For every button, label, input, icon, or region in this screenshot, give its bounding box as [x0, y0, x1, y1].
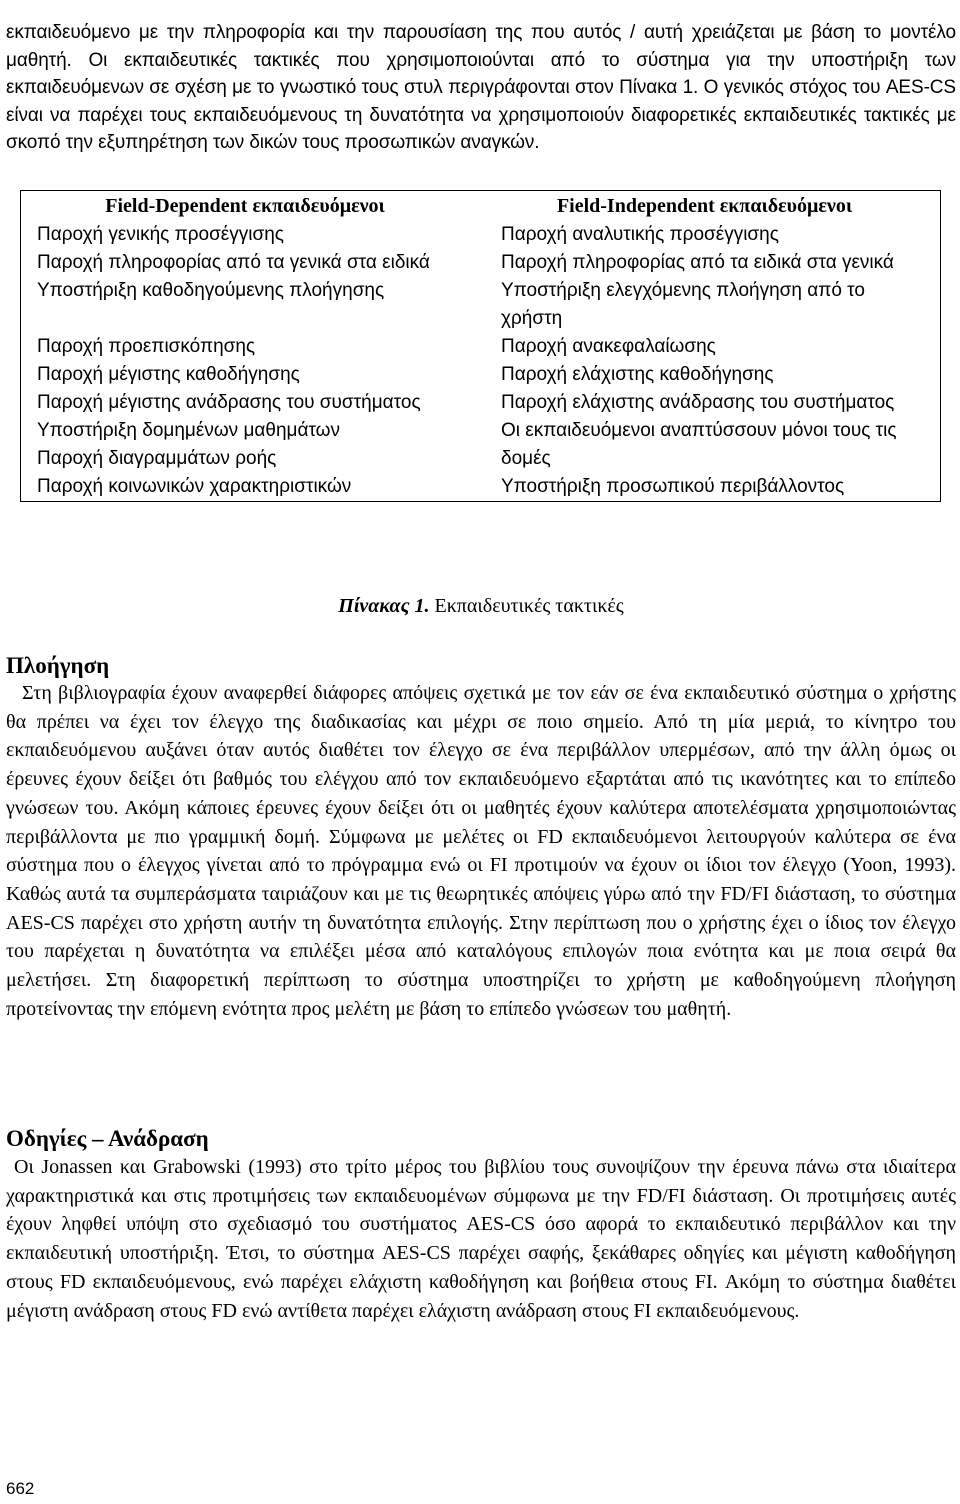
fi-tactic: Παροχή ελάχιστης ανάδρασης του συστήματος	[501, 392, 895, 413]
tactics-table	[20, 190, 941, 502]
fi-tactics-column	[469, 221, 941, 502]
section-body-instructions: Οι Jonassen και Grabowski (1993) στο τρίτο μέρος του βιβλίου τους συνοψίζουν την έρευνα πάνω στα ιδιαίτερα χαρακτηριστικά και στις προτιμήσεις των εκπαιδευομένων σύμφωνα με την FD/FI διάσταση. Οι προτιμήσεις αυτές έχουν ληφθεί υπόψη στο σχεδιασμό του συστήματος AES-CS όσο αφορά το εκπαιδευτικό περιβάλλον και την εκπαιδευτική υποστήριξη. Έτσι, το σύστημα AES-CS παρέχει σαφής, ξεκάθαρες οδηγίες και μέγιστη καθοδήγηση στους FD εκπαιδευόμενους, ενώ παρέχει ελάχιστη καθοδήγηση και βοήθεια στους FI. Ακόμη το σύστημα διαθέτει μέγιστη ανάδραση στους FD ενώ αντίθετα παρέχει ελάχιστη ανάδραση στους FI εκπαιδευόμενους.	[6, 1156, 956, 1322]
fd-tactics-column	[21, 221, 470, 502]
fd-tactic: Υποστήριξη δομημένων μαθημάτων	[37, 420, 341, 441]
fi-tactic: Παροχή αναλυτικής προσέγγισης	[501, 224, 779, 245]
caption-text: Εκπαιδευτικές τακτικές	[429, 595, 624, 617]
section-body-navigation: Στη βιβλιογραφία έχουν αναφερθεί διάφορες απόψεις σχετικά με τον εάν σε ένα εκπαιδευτικό σύστημα ο χρήστης θα πρέπει να έχει τον έλεγχο της διαδικασίας και μέχρι σε ποιο σημείο. Από τη μία μεριά, το κίνητρο του εκπαιδευόμενου αυξάνει όταν αυτός διαθέτει τον έλεγχο σε ένα περιβάλλον υπερμέσων, από την άλλη όμως οι έρευνες έχουν δείξει ότι βαθμός του ελέγχου από τον εκπαιδευόμενο εξαρτάται από τις ικανότητες και το επίπεδο γνώσεων του. Ακόμη κάποιες έρευνες έχουν δείξει ότι οι μαθητές έχουν καλύτερα αποτελέσματα χρησιμοποιώντας περιβάλλοντα με πιο γραμμική δομή. Σύμφωνα με μελέτες οι FD εκπαιδευόμενοι λειτουργούν καλύτερα σε ένα σύστημα που ο έλεγχος γίνεται από το πρόγραμμα ενώ οι FI προτιμούν να έχουν οι ίδιοι τον έλεγχο (Yoon, 1993). Καθώς αυτά τα συμπεράσματα ταιριάζουν και με τις θεωρητικές απόψεις γύρω από την FD/FI διάσταση, το σύστημα AES-CS παρέχει στο χρήστη αυτήν τη δυνατότητα επιλογής. Στην περίπτωση που ο χρήστης έχει ο ίδιος τον έλεγχο του παρέχεται η δυνατότητα να επιλέξει μέσα από καταλόγους επιλογών ποια ενότητα και με ποια σειρά θα μελετήσει. Στη διαφορετική περίπτωση το σύστημα υποστηρίζει το χρήστη με καθοδηγούμενη πλοήγηση προτείνοντας την επόμενη ενότητα προς μελέτη με βάση το επίπεδο γνώσεων του μαθητή.	[6, 682, 956, 1020]
fd-tactic: Παροχή κοινωνικών χαρακτηριστικών	[37, 476, 352, 497]
fi-tactic: Οι εκπαιδευόμενοι αναπτύσσουν μόνοι τους τις δομές	[501, 420, 897, 469]
header-field-dependent: Field-Dependent εκπαιδευόμενοι	[105, 195, 385, 217]
fd-tactic: Παροχή πληροφορίας από τα γενικά στα ειδικά	[37, 252, 430, 273]
intro-paragraph: εκπαιδευόμενο με την πληροφορία και την παρουσίαση της που αυτός / αυτή χρειάζεται με βάση το μοντέλο μαθητή. Οι εκπαιδευτικές τακτικές που χρησιμοποιούνται από το σύστημα για την υποστήριξη των εκπαιδευόμενων σε σχέση με το γνωστικό τους στυλ περιγράφονται στον Πίνακα 1. Ο γενικός στόχος του AES-CS είναι να παρέχει τους εκπαιδευόμενους τη δυνατότητα να χρησιμοποιούν διαφορετικές εκπαιδευτικές τακτικές με σκοπό την εξυπηρέτηση των δικών τους προσωπικών αναγκών.	[6, 22, 956, 153]
table-caption	[6, 592, 956, 620]
table-body-row	[21, 221, 941, 502]
fd-tactic: Υποστήριξη καθοδηγούμενης πλοήγησης	[37, 280, 385, 301]
fd-tactic: Παροχή προεπισκόπησης	[37, 336, 256, 357]
fi-tactic: Παροχή πληροφορίας από τα ειδικά στα γενικά	[501, 252, 894, 273]
fi-tactic: Παροχή ελάχιστης καθοδήγησης	[501, 364, 774, 385]
table-header-row	[21, 191, 941, 222]
page-number: 662	[6, 1479, 35, 1498]
caption-label: Πίνακας 1.	[338, 595, 430, 617]
fi-tactic: Παροχή ανακεφαλαίωσης	[501, 336, 716, 357]
fd-tactic: Παροχή μέγιστης ανάδρασης του συστήματος	[37, 392, 421, 413]
fd-tactic: Παροχή γενικής προσέγγισης	[37, 224, 284, 245]
fi-tactic: Υποστήριξη προσωπικού περιβάλλοντος	[501, 476, 845, 497]
fi-tactic: Υποστήριξη ελεγχόμενης πλοήγηση από το χρήστη	[501, 280, 865, 329]
fd-tactic: Παροχή διαγραμμάτων ροής	[37, 448, 277, 469]
fd-tactic: Παροχή μέγιστης καθοδήγησης	[37, 364, 300, 385]
section-heading-instructions: Οδηγίες – Ανάδραση	[6, 1126, 209, 1151]
header-field-independent: Field-Independent εκπαιδευόμενοι	[556, 195, 853, 217]
section-heading-navigation: Πλοήγηση	[6, 653, 110, 678]
